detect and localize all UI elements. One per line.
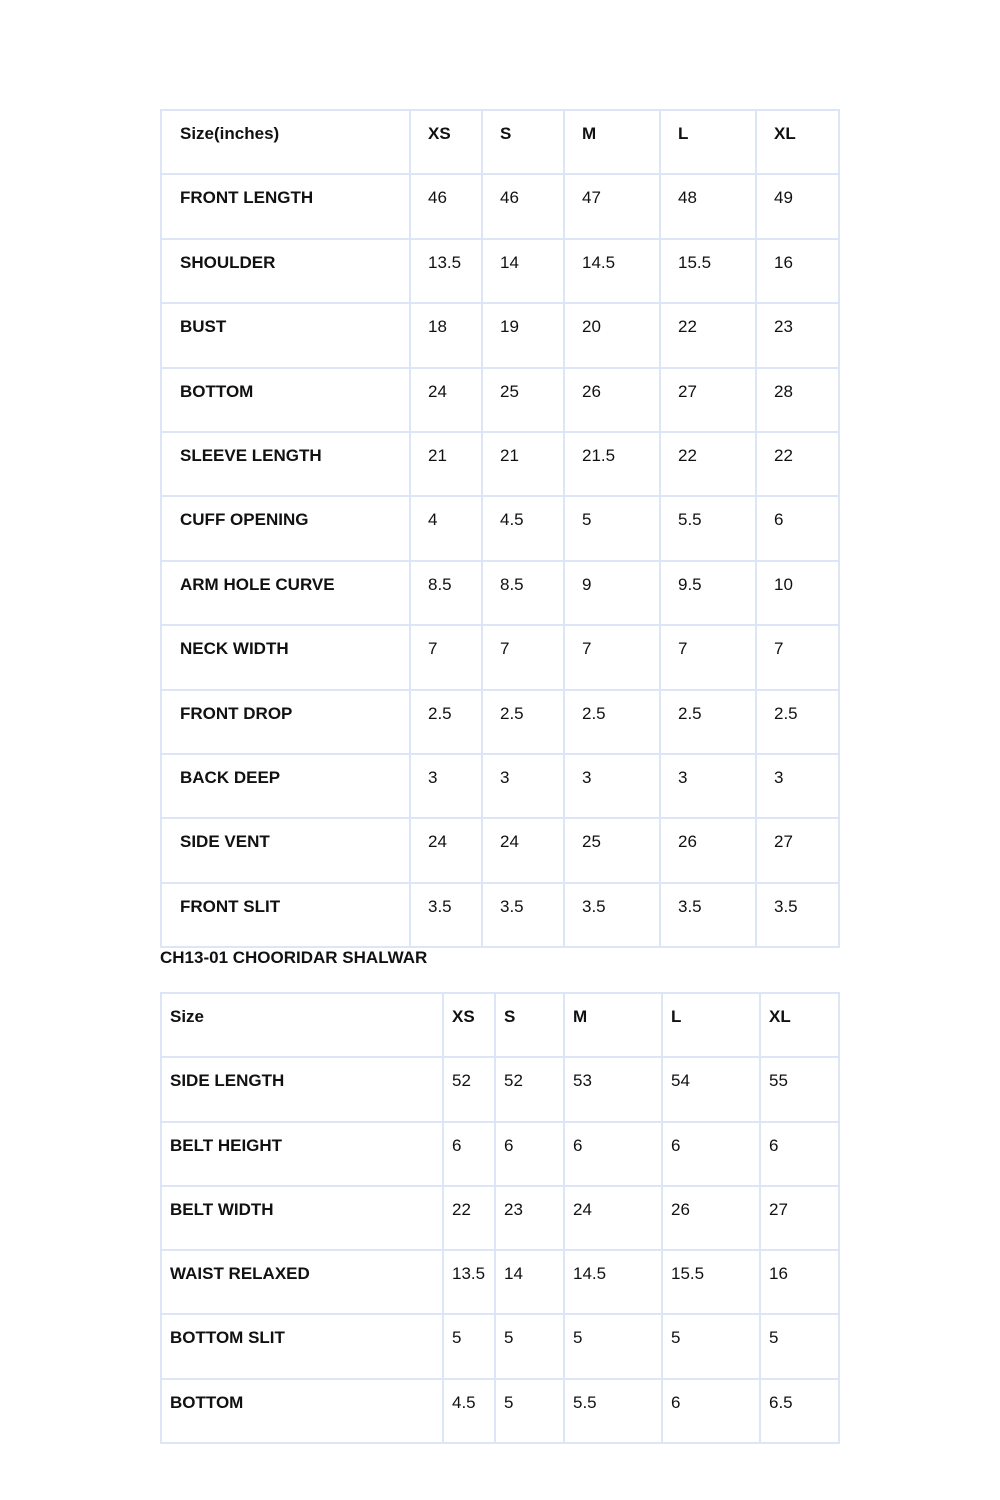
- measurement-value-cell: [482, 754, 564, 818]
- measurement-label-cell: [161, 1122, 443, 1186]
- cell-text: 55: [769, 1071, 788, 1091]
- table-row: [161, 368, 839, 432]
- cell-text: 5.5: [573, 1392, 597, 1412]
- header-cell: [410, 110, 482, 174]
- measurement-value-cell: [760, 1379, 839, 1443]
- cell-text: 4.5: [452, 1392, 476, 1412]
- cell-text: 14.5: [573, 1264, 607, 1284]
- cell-text: BELT WIDTH: [170, 1199, 274, 1219]
- cell-text: 3.5: [582, 896, 606, 916]
- cell-text: 22: [452, 1199, 471, 1219]
- shalwar-size-table-body: [161, 993, 839, 1443]
- section-title: CH13-01 CHOORIDAR SHALWAR: [160, 948, 428, 967]
- cell-text: 21.5: [582, 445, 616, 465]
- cell-text: 52: [504, 1071, 523, 1091]
- measurement-value-cell: [660, 883, 756, 947]
- cell-text: 27: [678, 381, 697, 401]
- cell-text: 24: [428, 381, 447, 401]
- measurement-value-cell: [760, 1122, 839, 1186]
- cell-text: 3.5: [428, 896, 452, 916]
- measurement-label-cell: [161, 1057, 443, 1121]
- cell-text: ARM HOLE CURVE: [180, 574, 335, 594]
- cell-text: 3.5: [500, 896, 524, 916]
- cell-text: SHOULDER: [180, 252, 276, 272]
- cell-text: FRONT SLIT: [180, 896, 281, 916]
- measurement-value-cell: [760, 1057, 839, 1121]
- measurement-value-cell: [482, 690, 564, 754]
- header-cell: [660, 110, 756, 174]
- measurement-label-cell: [161, 239, 410, 303]
- table-header-row: [161, 110, 839, 174]
- measurement-value-cell: [662, 1379, 760, 1443]
- cell-text: 7: [678, 639, 688, 659]
- measurement-value-cell: [660, 432, 756, 496]
- measurement-value-cell: [564, 883, 660, 947]
- measurement-value-cell: [564, 368, 660, 432]
- measurement-value-cell: [410, 368, 482, 432]
- measurement-value-cell: [410, 690, 482, 754]
- cell-text: SIDE VENT: [180, 832, 270, 852]
- cell-text: 9.5: [678, 574, 702, 594]
- cell-text: BOTTOM SLIT: [170, 1328, 285, 1348]
- measurement-value-cell: [482, 368, 564, 432]
- table-row: [161, 1186, 839, 1250]
- header-cell: [161, 110, 410, 174]
- measurement-value-cell: [495, 1122, 564, 1186]
- measurement-value-cell: [443, 1057, 495, 1121]
- shalwar-size-table: [160, 992, 840, 1444]
- cell-text: 14: [500, 252, 519, 272]
- table-row: [161, 174, 839, 238]
- header-cell: [564, 993, 662, 1057]
- cell-text: 4: [428, 510, 438, 530]
- cell-text: 3.5: [774, 896, 798, 916]
- measurement-value-cell: [410, 239, 482, 303]
- cell-text: S: [504, 1007, 516, 1026]
- cell-text: 49: [774, 188, 793, 208]
- measurement-value-cell: [660, 561, 756, 625]
- cell-text: 2.5: [678, 703, 702, 723]
- measurement-label-cell: [161, 754, 410, 818]
- measurement-value-cell: [660, 368, 756, 432]
- measurement-value-cell: [482, 174, 564, 238]
- cell-text: 5: [582, 510, 592, 530]
- measurement-value-cell: [495, 1186, 564, 1250]
- cell-text: 6.5: [769, 1392, 793, 1412]
- cell-text: 8.5: [428, 574, 452, 594]
- kameez-size-table-body: [161, 110, 839, 947]
- table-row: [161, 1379, 839, 1443]
- measurement-label-cell: [161, 1250, 443, 1314]
- measurement-label-cell: [161, 1186, 443, 1250]
- cell-text: 20: [582, 317, 601, 337]
- measurement-value-cell: [495, 1250, 564, 1314]
- measurement-value-cell: [443, 1250, 495, 1314]
- cell-text: BACK DEEP: [180, 767, 281, 787]
- cell-text: FRONT DROP: [180, 703, 293, 723]
- cell-text: 9: [582, 574, 592, 594]
- measurement-label-cell: [161, 818, 410, 882]
- measurement-label-cell: [161, 174, 410, 238]
- cell-text: WAIST RELAXED: [170, 1264, 310, 1284]
- measurement-value-cell: [564, 496, 660, 560]
- measurement-value-cell: [756, 625, 839, 689]
- cell-text: 2.5: [500, 703, 524, 723]
- cell-text: 18: [428, 317, 447, 337]
- measurement-label-cell: [161, 1314, 443, 1378]
- cell-text: 16: [774, 252, 793, 272]
- table-row: [161, 1250, 839, 1314]
- cell-text: 15.5: [678, 252, 712, 272]
- cell-text: 24: [573, 1199, 592, 1219]
- cell-text: XS: [452, 1007, 475, 1026]
- measurement-value-cell: [564, 303, 660, 367]
- measurement-value-cell: [410, 625, 482, 689]
- measurement-value-cell: [660, 690, 756, 754]
- measurement-value-cell: [662, 1250, 760, 1314]
- cell-text: M: [582, 124, 597, 143]
- measurement-value-cell: [756, 432, 839, 496]
- measurement-value-cell: [660, 818, 756, 882]
- cell-text: 24: [428, 832, 447, 852]
- cell-text: 6: [452, 1135, 462, 1155]
- measurement-value-cell: [482, 625, 564, 689]
- measurement-value-cell: [410, 174, 482, 238]
- cell-text: 46: [428, 188, 447, 208]
- cell-text: 21: [428, 445, 447, 465]
- cell-text: 7: [500, 639, 510, 659]
- measurement-value-cell: [662, 1314, 760, 1378]
- table-row: [161, 239, 839, 303]
- header-cell: [495, 993, 564, 1057]
- cell-text: 6: [671, 1135, 681, 1155]
- measurement-value-cell: [564, 690, 660, 754]
- cell-text: 5: [504, 1392, 514, 1412]
- measurement-value-cell: [482, 883, 564, 947]
- measurement-value-cell: [660, 303, 756, 367]
- cell-text: 7: [774, 639, 784, 659]
- measurement-value-cell: [660, 625, 756, 689]
- cell-text: S: [500, 124, 512, 143]
- cell-text: 5: [452, 1328, 462, 1348]
- cell-text: BOTTOM: [170, 1392, 244, 1412]
- measurement-label-cell: [161, 432, 410, 496]
- measurement-value-cell: [660, 239, 756, 303]
- measurement-value-cell: [410, 496, 482, 560]
- measurement-value-cell: [410, 432, 482, 496]
- table-row: [161, 496, 839, 560]
- measurement-value-cell: [495, 1057, 564, 1121]
- cell-text: 14.5: [582, 252, 616, 272]
- table-row: [161, 625, 839, 689]
- measurement-value-cell: [564, 239, 660, 303]
- measurement-value-cell: [756, 303, 839, 367]
- table-row: [161, 1057, 839, 1121]
- cell-text: 21: [500, 445, 519, 465]
- cell-text: 5: [504, 1328, 514, 1348]
- cell-text: M: [573, 1007, 588, 1026]
- measurement-value-cell: [564, 754, 660, 818]
- cell-text: 19: [500, 317, 519, 337]
- cell-text: 54: [671, 1071, 690, 1091]
- cell-text: 23: [504, 1199, 523, 1219]
- measurement-value-cell: [443, 1122, 495, 1186]
- cell-text: 52: [452, 1071, 471, 1091]
- cell-text: 26: [582, 381, 601, 401]
- cell-text: 25: [582, 832, 601, 852]
- measurement-label-cell: [161, 303, 410, 367]
- measurement-value-cell: [564, 1379, 662, 1443]
- header-cell: [161, 993, 443, 1057]
- cell-text: 27: [769, 1199, 788, 1219]
- measurement-value-cell: [756, 239, 839, 303]
- measurement-value-cell: [662, 1122, 760, 1186]
- cell-text: 3.5: [678, 896, 702, 916]
- measurement-value-cell: [482, 496, 564, 560]
- measurement-value-cell: [756, 174, 839, 238]
- measurement-value-cell: [564, 1186, 662, 1250]
- table-row: [161, 561, 839, 625]
- measurement-value-cell: [482, 239, 564, 303]
- cell-text: 3: [500, 767, 510, 787]
- table-header-row: [161, 993, 839, 1057]
- cell-text: 22: [774, 445, 793, 465]
- measurement-value-cell: [443, 1314, 495, 1378]
- measurement-value-cell: [410, 754, 482, 818]
- measurement-value-cell: [564, 174, 660, 238]
- measurement-value-cell: [482, 818, 564, 882]
- measurement-label-cell: [161, 690, 410, 754]
- cell-text: 25: [500, 381, 519, 401]
- cell-text: SLEEVE LENGTH: [180, 445, 322, 465]
- measurement-label-cell: [161, 625, 410, 689]
- measurement-label-cell: [161, 1379, 443, 1443]
- cell-text: 28: [774, 381, 793, 401]
- measurement-value-cell: [482, 432, 564, 496]
- kameez-size-table: [160, 109, 840, 948]
- measurement-value-cell: [662, 1186, 760, 1250]
- cell-text: 46: [500, 188, 519, 208]
- measurement-value-cell: [443, 1379, 495, 1443]
- cell-text: 6: [769, 1135, 779, 1155]
- measurement-label-cell: [161, 368, 410, 432]
- cell-text: 14: [504, 1264, 523, 1284]
- cell-text: BOTTOM: [180, 381, 254, 401]
- measurement-value-cell: [410, 818, 482, 882]
- header-cell: [760, 993, 839, 1057]
- measurement-value-cell: [443, 1186, 495, 1250]
- table-row: [161, 1314, 839, 1378]
- table-row: [161, 690, 839, 754]
- cell-text: BELT HEIGHT: [170, 1135, 283, 1155]
- cell-text: 6: [573, 1135, 583, 1155]
- measurement-value-cell: [564, 1314, 662, 1378]
- measurement-value-cell: [756, 690, 839, 754]
- cell-text: 2.5: [774, 703, 798, 723]
- header-cell: [443, 993, 495, 1057]
- cell-text: XS: [428, 124, 451, 143]
- header-cell: [662, 993, 760, 1057]
- cell-text: NECK WIDTH: [180, 639, 289, 659]
- header-cell: [482, 110, 564, 174]
- measurement-value-cell: [564, 818, 660, 882]
- measurement-value-cell: [760, 1250, 839, 1314]
- table-row: [161, 432, 839, 496]
- cell-text: 4.5: [500, 510, 524, 530]
- cell-text: 7: [582, 639, 592, 659]
- cell-text: 5: [573, 1328, 583, 1348]
- cell-text: 13.5: [428, 252, 462, 272]
- cell-text: 24: [500, 832, 519, 852]
- cell-text: 3: [678, 767, 688, 787]
- cell-text: L: [678, 124, 689, 143]
- cell-text: 8.5: [500, 574, 524, 594]
- measurement-value-cell: [756, 818, 839, 882]
- measurement-label-cell: [161, 883, 410, 947]
- cell-text: 5: [769, 1328, 779, 1348]
- measurement-value-cell: [410, 561, 482, 625]
- measurement-value-cell: [564, 625, 660, 689]
- cell-text: 22: [678, 445, 697, 465]
- measurement-value-cell: [564, 1250, 662, 1314]
- cell-text: 5: [671, 1328, 681, 1348]
- cell-text: 16: [769, 1264, 788, 1284]
- cell-text: 53: [573, 1071, 592, 1091]
- cell-text: 13.5: [452, 1264, 486, 1284]
- table-row: [161, 1122, 839, 1186]
- measurement-value-cell: [660, 754, 756, 818]
- measurement-value-cell: [410, 883, 482, 947]
- cell-text: 6: [504, 1135, 514, 1155]
- cell-text: 47: [582, 188, 601, 208]
- cell-text: 15.5: [671, 1264, 705, 1284]
- cell-text: 6: [774, 510, 784, 530]
- cell-text: XL: [769, 1007, 791, 1026]
- measurement-value-cell: [495, 1314, 564, 1378]
- cell-text: 7: [428, 639, 438, 659]
- cell-text: 26: [678, 832, 697, 852]
- cell-text: BUST: [180, 317, 227, 337]
- measurement-value-cell: [756, 883, 839, 947]
- measurement-value-cell: [660, 496, 756, 560]
- measurement-value-cell: [564, 1122, 662, 1186]
- cell-text: 5.5: [678, 510, 702, 530]
- table-row: [161, 883, 839, 947]
- cell-text: Size: [170, 1007, 205, 1026]
- cell-text: Size(inches): [180, 124, 280, 143]
- cell-text: 3: [582, 767, 592, 787]
- measurement-value-cell: [760, 1314, 839, 1378]
- measurement-value-cell: [756, 754, 839, 818]
- measurement-value-cell: [564, 1057, 662, 1121]
- cell-text: 3: [774, 767, 784, 787]
- header-cell: [564, 110, 660, 174]
- cell-text: 27: [774, 832, 793, 852]
- measurement-label-cell: [161, 496, 410, 560]
- cell-text: L: [671, 1007, 682, 1026]
- measurement-value-cell: [482, 303, 564, 367]
- measurement-value-cell: [564, 432, 660, 496]
- measurement-value-cell: [756, 496, 839, 560]
- cell-text: 26: [671, 1199, 690, 1219]
- cell-text: 3: [428, 767, 438, 787]
- table-row: [161, 818, 839, 882]
- cell-text: 48: [678, 188, 697, 208]
- measurement-value-cell: [662, 1057, 760, 1121]
- measurement-value-cell: [756, 368, 839, 432]
- cell-text: 23: [774, 317, 793, 337]
- cell-text: 10: [774, 574, 793, 594]
- measurement-value-cell: [756, 561, 839, 625]
- measurement-value-cell: [564, 561, 660, 625]
- measurement-value-cell: [660, 174, 756, 238]
- cell-text: 6: [671, 1392, 681, 1412]
- cell-text: CUFF OPENING: [180, 510, 309, 530]
- table-row: [161, 754, 839, 818]
- measurement-value-cell: [482, 561, 564, 625]
- cell-text: XL: [774, 124, 796, 143]
- measurement-label-cell: [161, 561, 410, 625]
- cell-text: 22: [678, 317, 697, 337]
- measurement-value-cell: [495, 1379, 564, 1443]
- cell-text: 2.5: [428, 703, 452, 723]
- cell-text: 2.5: [582, 703, 606, 723]
- table-row: [161, 303, 839, 367]
- measurement-value-cell: [410, 303, 482, 367]
- measurement-value-cell: [760, 1186, 839, 1250]
- cell-text: SIDE LENGTH: [170, 1071, 285, 1091]
- cell-text: FRONT LENGTH: [180, 188, 314, 208]
- header-cell: [756, 110, 839, 174]
